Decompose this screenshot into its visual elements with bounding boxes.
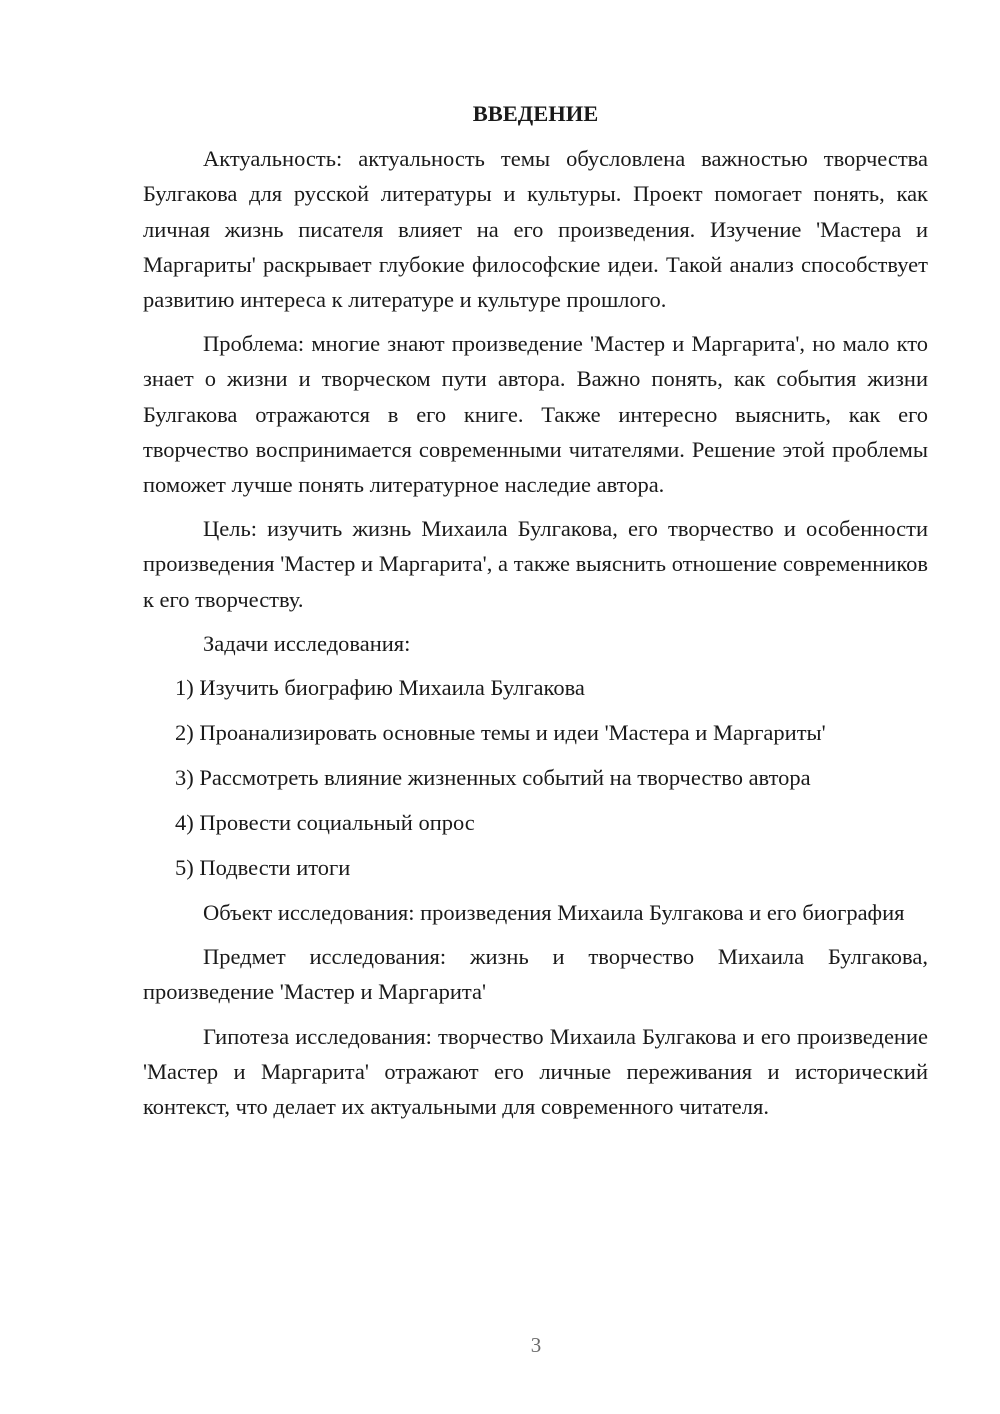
relevance-paragraph: Актуальность: актуальность темы обусловлена важностью творчества Булгакова для русской литературы и культуры. Проект помогает понять, как личная жизнь писателя влияет на его произведения. Изучение 'Мастера и Маргариты' раскрывает глубокие философские идеи. Такой анализ способствует развитию интереса к литературе и культуре прошлого. — [143, 146, 928, 313]
section-title: ВВЕДЕНИЕ — [472, 101, 599, 126]
subject-paragraph: Предмет исследования: жизнь и творчество Михаила Булгакова, произведение 'Мастер и Маргарита' — [143, 944, 928, 1005]
tasks-heading: Задачи исследования: — [203, 630, 411, 656]
task-item: 1) Изучить биографию Михаила Булгакова — [175, 675, 585, 701]
task-item: 3) Рассмотреть влияние жизненных событий на творчество автора — [175, 765, 811, 791]
hypothesis-paragraph: Гипотеза исследования: творчество Михаила Булгакова и его произведение 'Мастер и Маргарита' отражают его личные переживания и исторический контекст, что делает их актуальными для современного читателя. — [143, 1023, 928, 1120]
object-paragraph: Объект исследования: произведения Михаила Булгакова и его биография — [203, 900, 905, 926]
goal-paragraph: Цель: изучить жизнь Михаила Булгакова, его творчество и особенности произведения 'Мастер и Маргарита', а также выяснить отношение современников к его творчеству. — [143, 516, 928, 612]
problem-paragraph: Проблема: многие знают произведение 'Мастер и Маргарита', но мало кто знает о жизни и творческом пути автора. Важно понять, как события жизни Булгакова отражаются в его книге. Также интересно выяснить, как его творчество воспринимается современными читателями. Решение этой проблемы поможет лучше понять литературное наследие автора. — [143, 331, 928, 498]
task-item: 5) Подвести итоги — [175, 855, 351, 881]
page-content — [143, 96, 928, 1133]
task-item: 2) Проанализировать основные темы и идеи 'Мастера и Маргариты' — [175, 720, 826, 746]
task-item: 4) Провести социальный опрос — [175, 810, 475, 836]
task-list — [143, 670, 928, 885]
page-number: 3 — [530, 1333, 542, 1357]
